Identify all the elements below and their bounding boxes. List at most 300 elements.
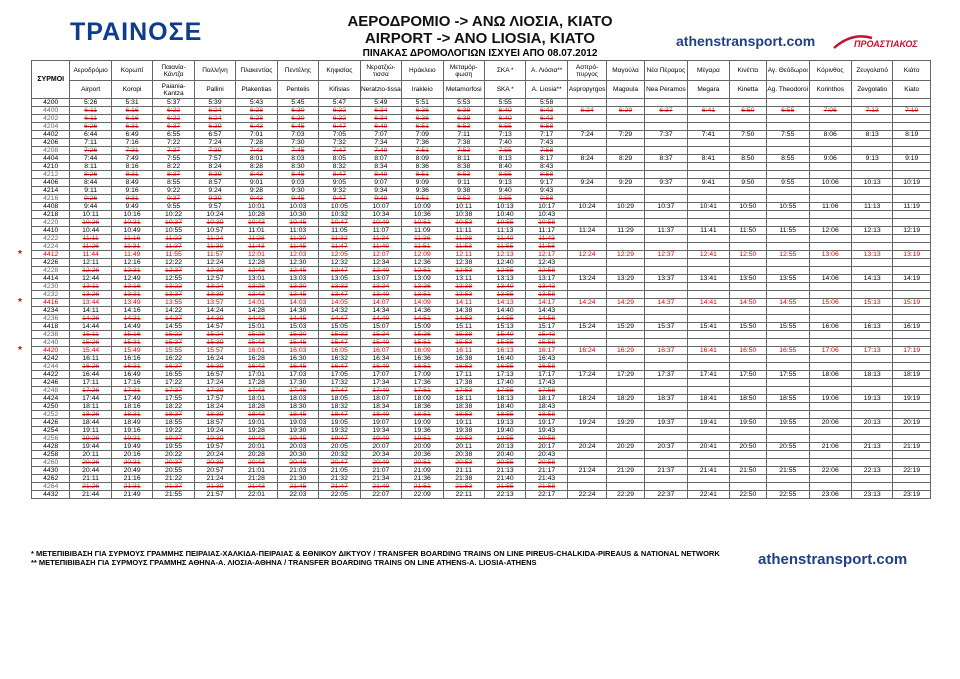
empty-cell bbox=[644, 451, 687, 459]
departure-time: 20:03 bbox=[277, 443, 318, 451]
empty-cell bbox=[567, 147, 606, 155]
departure-time: 16:37 bbox=[644, 347, 687, 355]
train-number: 4228 bbox=[32, 267, 70, 275]
departure-time: 19:11 bbox=[70, 427, 111, 435]
departure-time: 15:24 bbox=[567, 323, 606, 331]
departure-time: 17:09 bbox=[402, 371, 443, 379]
departure-time: 23:19 bbox=[893, 491, 931, 499]
empty-cell bbox=[851, 171, 892, 179]
departure-time: 8:13 bbox=[484, 155, 525, 163]
departure-time: 13:47 bbox=[319, 291, 360, 299]
departure-time: 9:16 bbox=[111, 187, 152, 195]
timetable-row bbox=[32, 307, 931, 315]
departure-time: 8:55 bbox=[767, 155, 809, 163]
empty-cell bbox=[893, 379, 931, 387]
empty-cell bbox=[809, 147, 851, 155]
departure-time: 14:13 bbox=[851, 275, 892, 283]
empty-cell bbox=[809, 187, 851, 195]
empty-cell bbox=[851, 363, 892, 371]
departure-time: 14:06 bbox=[809, 275, 851, 283]
transfer-star-marker: * bbox=[18, 344, 22, 356]
departure-time: 13:09 bbox=[402, 275, 443, 283]
departure-time: 8:45 bbox=[277, 171, 318, 179]
train-number: 4200 bbox=[32, 99, 70, 107]
departure-time: 15:22 bbox=[153, 331, 194, 339]
departure-time: 18:38 bbox=[443, 403, 484, 411]
empty-cell bbox=[729, 475, 766, 483]
departure-time: 18:49 bbox=[360, 411, 401, 419]
departure-time: 7:24 bbox=[567, 131, 606, 139]
departure-time: 10:55 bbox=[153, 227, 194, 235]
departure-time: 21:43 bbox=[236, 483, 277, 491]
departure-time: 8:24 bbox=[567, 155, 606, 163]
departure-time: 6:24 bbox=[194, 115, 235, 123]
departure-time: 19:41 bbox=[688, 419, 729, 427]
departure-time: 11:19 bbox=[893, 203, 931, 211]
departure-time: 7:39 bbox=[194, 147, 235, 155]
departure-time: 10:34 bbox=[360, 211, 401, 219]
timetable-row bbox=[32, 451, 931, 459]
departure-time: 16:05 bbox=[319, 347, 360, 355]
empty-cell bbox=[729, 267, 766, 275]
departure-time: 16:03 bbox=[277, 347, 318, 355]
empty-cell bbox=[688, 459, 729, 467]
departure-time: 14:26 bbox=[70, 315, 111, 323]
empty-cell bbox=[567, 483, 606, 491]
station-header-latin: Airport bbox=[70, 81, 111, 99]
empty-cell bbox=[688, 139, 729, 147]
departure-time: 15:44 bbox=[70, 347, 111, 355]
empty-cell bbox=[607, 235, 644, 243]
departure-time: 22:13 bbox=[851, 467, 892, 475]
departure-time: 7:30 bbox=[277, 139, 318, 147]
station-header-greek: Κόρινθος bbox=[809, 61, 851, 81]
train-number: 4264 bbox=[32, 483, 70, 491]
departure-time: 7:37 bbox=[153, 147, 194, 155]
departure-time: 9:49 bbox=[360, 195, 401, 203]
empty-cell bbox=[644, 163, 687, 171]
timetable-row bbox=[32, 139, 931, 147]
empty-cell bbox=[729, 243, 766, 251]
departure-time: 7:31 bbox=[111, 147, 152, 155]
empty-cell bbox=[607, 315, 644, 323]
departure-time: 19:07 bbox=[360, 419, 401, 427]
departure-time: 10:44 bbox=[70, 227, 111, 235]
departure-time: 19:37 bbox=[153, 435, 194, 443]
empty-cell bbox=[809, 99, 851, 107]
empty-cell bbox=[688, 163, 729, 171]
departure-time: 19:44 bbox=[70, 443, 111, 451]
departure-time: 18:09 bbox=[402, 395, 443, 403]
empty-cell bbox=[567, 243, 606, 251]
departure-time: 20:57 bbox=[194, 467, 235, 475]
departure-time: 14:44 bbox=[70, 323, 111, 331]
empty-cell bbox=[729, 283, 766, 291]
departure-time: 10:38 bbox=[443, 211, 484, 219]
departure-time: 11:01 bbox=[236, 227, 277, 235]
station-header-greek: Νέα Πέραμος bbox=[644, 61, 687, 81]
empty-cell bbox=[767, 435, 809, 443]
departure-time: 20:53 bbox=[443, 459, 484, 467]
empty-cell bbox=[729, 451, 766, 459]
departure-time: 17:06 bbox=[809, 347, 851, 355]
departure-time: 13:37 bbox=[644, 275, 687, 283]
timetable-row bbox=[32, 419, 931, 427]
departure-time: 21:26 bbox=[70, 483, 111, 491]
departure-time: 10:05 bbox=[319, 203, 360, 211]
departure-time: 15:34 bbox=[360, 331, 401, 339]
empty-cell bbox=[851, 307, 892, 315]
empty-cell bbox=[567, 187, 606, 195]
empty-cell bbox=[644, 195, 687, 203]
departure-time: 11:31 bbox=[111, 243, 152, 251]
empty-cell bbox=[767, 187, 809, 195]
departure-time: 13:30 bbox=[277, 283, 318, 291]
empty-cell bbox=[567, 163, 606, 171]
empty-cell bbox=[688, 475, 729, 483]
empty-cell bbox=[644, 235, 687, 243]
timetable-row bbox=[32, 267, 931, 275]
empty-cell bbox=[893, 451, 931, 459]
empty-cell bbox=[851, 99, 892, 107]
empty-cell bbox=[567, 307, 606, 315]
departure-time: 14:19 bbox=[893, 275, 931, 283]
departure-time: 17:03 bbox=[277, 371, 318, 379]
departure-time: 17:22 bbox=[153, 379, 194, 387]
empty-cell bbox=[607, 451, 644, 459]
departure-time: 6:49 bbox=[111, 131, 152, 139]
departure-time: 6:28 bbox=[236, 107, 277, 115]
departure-time: 11:13 bbox=[484, 227, 525, 235]
train-number: 4226 bbox=[32, 259, 70, 267]
departure-time: 13:07 bbox=[360, 275, 401, 283]
departure-time: 20:49 bbox=[111, 467, 152, 475]
timetable-row bbox=[32, 411, 931, 419]
departure-time: 19:36 bbox=[402, 427, 443, 435]
empty-cell bbox=[607, 267, 644, 275]
empty-cell bbox=[567, 219, 606, 227]
departure-time: 19:43 bbox=[236, 435, 277, 443]
timetable-row bbox=[32, 427, 931, 435]
empty-cell bbox=[729, 307, 766, 315]
empty-cell bbox=[607, 363, 644, 371]
departure-time: 8:32 bbox=[319, 163, 360, 171]
departure-time: 16:55 bbox=[484, 363, 525, 371]
departure-time: 17:13 bbox=[484, 371, 525, 379]
departure-time: 7:34 bbox=[360, 139, 401, 147]
station-header-greek: Ηράκλειο bbox=[402, 61, 443, 81]
departure-time: 10:29 bbox=[607, 203, 644, 211]
departure-time: 14:24 bbox=[194, 307, 235, 315]
departure-time: 21:55 bbox=[153, 491, 194, 499]
station-header-latin: Pallini bbox=[194, 81, 235, 99]
departure-time: 12:41 bbox=[688, 251, 729, 259]
departure-time: 7:55 bbox=[153, 155, 194, 163]
site-link-top[interactable]: athenstransport.com bbox=[676, 33, 816, 49]
empty-cell bbox=[567, 283, 606, 291]
empty-cell bbox=[767, 307, 809, 315]
departure-time: 15:29 bbox=[607, 323, 644, 331]
departure-time: 6:22 bbox=[153, 107, 194, 115]
departure-time: 17:11 bbox=[443, 371, 484, 379]
departure-time: 18:51 bbox=[402, 411, 443, 419]
departure-time: 7:40 bbox=[484, 139, 525, 147]
departure-time: 18:13 bbox=[484, 395, 525, 403]
departure-time: 7:11 bbox=[70, 139, 111, 147]
departure-time: 14:55 bbox=[484, 315, 525, 323]
departure-time: 20:43 bbox=[236, 459, 277, 467]
departure-time: 10:41 bbox=[688, 203, 729, 211]
departure-time: 22:41 bbox=[688, 491, 729, 499]
empty-cell bbox=[809, 139, 851, 147]
site-link-bottom[interactable]: athenstransport.com bbox=[758, 551, 908, 568]
departure-time: 15:38 bbox=[443, 331, 484, 339]
station-header-greek: Νερατζιώ-τισσα bbox=[360, 61, 401, 81]
empty-cell bbox=[809, 427, 851, 435]
departure-time: 14:11 bbox=[70, 307, 111, 315]
departure-time: 21:30 bbox=[277, 475, 318, 483]
departure-time: 8:49 bbox=[360, 171, 401, 179]
departure-time: 21:32 bbox=[319, 475, 360, 483]
empty-cell bbox=[607, 259, 644, 267]
departure-time: 11:49 bbox=[360, 243, 401, 251]
departure-time: 18:17 bbox=[526, 395, 567, 403]
departure-time: 22:24 bbox=[567, 491, 606, 499]
empty-cell bbox=[851, 147, 892, 155]
timetable-row bbox=[32, 371, 931, 379]
empty-cell bbox=[767, 195, 809, 203]
timetable-row bbox=[32, 323, 931, 331]
departure-time: 14:41 bbox=[688, 299, 729, 307]
departure-time: 15:05 bbox=[319, 323, 360, 331]
departure-time: 10:22 bbox=[153, 211, 194, 219]
departure-time: 18:50 bbox=[729, 395, 766, 403]
train-number: 4202 bbox=[32, 115, 70, 123]
departure-time: 6:55 bbox=[484, 123, 525, 131]
departure-time: 8:11 bbox=[70, 163, 111, 171]
departure-time: 21:16 bbox=[111, 475, 152, 483]
empty-cell bbox=[644, 435, 687, 443]
departure-time: 13:43 bbox=[526, 283, 567, 291]
departure-time: 13:34 bbox=[360, 283, 401, 291]
empty-cell bbox=[644, 459, 687, 467]
timetable bbox=[31, 60, 931, 499]
empty-cell bbox=[607, 379, 644, 387]
empty-cell bbox=[644, 379, 687, 387]
departure-time: 11:40 bbox=[484, 235, 525, 243]
empty-cell bbox=[688, 427, 729, 435]
departure-time: 13:44 bbox=[70, 299, 111, 307]
departure-time: 5:43 bbox=[236, 99, 277, 107]
departure-time: 21:24 bbox=[567, 467, 606, 475]
departure-time: 8:06 bbox=[809, 131, 851, 139]
departure-time: 21:31 bbox=[111, 483, 152, 491]
train-number: 4242 bbox=[32, 355, 70, 363]
departure-time: 12:07 bbox=[360, 251, 401, 259]
departure-time: 14:37 bbox=[644, 299, 687, 307]
departure-time: 12:44 bbox=[70, 275, 111, 283]
empty-cell bbox=[729, 171, 766, 179]
empty-cell bbox=[851, 267, 892, 275]
empty-cell bbox=[809, 267, 851, 275]
station-header-latin: SKA * bbox=[484, 81, 525, 99]
train-number: 4246 bbox=[32, 379, 70, 387]
empty-cell bbox=[851, 259, 892, 267]
empty-cell bbox=[893, 427, 931, 435]
empty-cell bbox=[729, 363, 766, 371]
departure-time: 18:36 bbox=[402, 403, 443, 411]
departure-time: 14:49 bbox=[111, 323, 152, 331]
departure-time: 11:30 bbox=[277, 235, 318, 243]
timetable-row bbox=[32, 387, 931, 395]
departure-time: 10:40 bbox=[484, 211, 525, 219]
departure-time: 10:06 bbox=[809, 179, 851, 187]
departure-time: 17:43 bbox=[236, 387, 277, 395]
departure-time: 14:11 bbox=[443, 299, 484, 307]
empty-cell bbox=[767, 291, 809, 299]
departure-time: 19:51 bbox=[402, 435, 443, 443]
empty-cell bbox=[893, 139, 931, 147]
departure-time: 15:55 bbox=[767, 323, 809, 331]
timetable-row bbox=[32, 155, 931, 163]
timetable-row bbox=[32, 435, 931, 443]
empty-cell bbox=[767, 451, 809, 459]
empty-cell bbox=[767, 163, 809, 171]
station-header-latin: Ag. Theodoroi bbox=[767, 81, 809, 99]
departure-time: 13:24 bbox=[194, 283, 235, 291]
empty-cell bbox=[567, 267, 606, 275]
departure-time: 10:24 bbox=[567, 203, 606, 211]
departure-time: 12:22 bbox=[153, 259, 194, 267]
timetable-row bbox=[32, 259, 931, 267]
departure-time: 7:05 bbox=[319, 131, 360, 139]
empty-cell bbox=[893, 483, 931, 491]
departure-time: 10:50 bbox=[729, 203, 766, 211]
train-number: 4252 bbox=[32, 411, 70, 419]
departure-time: 20:38 bbox=[443, 451, 484, 459]
transfer-star-marker: * bbox=[18, 248, 22, 260]
empty-cell bbox=[729, 387, 766, 395]
departure-time: 8:37 bbox=[153, 171, 194, 179]
timetable-row bbox=[32, 203, 931, 211]
departure-time: 14:47 bbox=[319, 315, 360, 323]
departure-time: 12:34 bbox=[360, 259, 401, 267]
departure-time: 6:26 bbox=[70, 123, 111, 131]
departure-time: 21:53 bbox=[443, 483, 484, 491]
departure-time: 10:57 bbox=[194, 227, 235, 235]
timetable-row bbox=[32, 227, 931, 235]
departure-time: 20:24 bbox=[567, 443, 606, 451]
departure-time: 20:34 bbox=[360, 451, 401, 459]
departure-time: 16:06 bbox=[809, 323, 851, 331]
timetable-row bbox=[32, 403, 931, 411]
empty-cell bbox=[767, 259, 809, 267]
departure-time: 15:49 bbox=[111, 347, 152, 355]
empty-cell bbox=[567, 211, 606, 219]
departure-time: 18:06 bbox=[809, 371, 851, 379]
empty-cell bbox=[688, 379, 729, 387]
departure-time: 11:58 bbox=[526, 243, 567, 251]
empty-cell bbox=[567, 315, 606, 323]
departure-time: 9:43 bbox=[236, 195, 277, 203]
empty-cell bbox=[729, 339, 766, 347]
departure-time: 19:16 bbox=[111, 427, 152, 435]
departure-time: 9:57 bbox=[194, 203, 235, 211]
departure-time: 16:01 bbox=[236, 347, 277, 355]
departure-time: 11:44 bbox=[70, 251, 111, 259]
empty-cell bbox=[729, 355, 766, 363]
departure-time: 6:37 bbox=[644, 107, 687, 115]
empty-cell bbox=[767, 387, 809, 395]
departure-time: 13:49 bbox=[360, 291, 401, 299]
departure-time: 8:26 bbox=[70, 171, 111, 179]
departure-time: 7:03 bbox=[277, 131, 318, 139]
empty-cell bbox=[644, 171, 687, 179]
departure-time: 17:44 bbox=[70, 395, 111, 403]
departure-time: 13:55 bbox=[153, 299, 194, 307]
departure-time: 7:47 bbox=[319, 147, 360, 155]
departure-time: 8:16 bbox=[111, 163, 152, 171]
departure-time: 11:36 bbox=[402, 235, 443, 243]
departure-time: 19:49 bbox=[360, 435, 401, 443]
empty-cell bbox=[607, 219, 644, 227]
departure-time: 7:49 bbox=[360, 147, 401, 155]
departure-time: 13:55 bbox=[484, 291, 525, 299]
departure-time: 9:30 bbox=[277, 187, 318, 195]
empty-cell bbox=[567, 259, 606, 267]
train-number: 4216 bbox=[32, 195, 70, 203]
empty-cell bbox=[767, 243, 809, 251]
departure-time: 9:11 bbox=[70, 187, 111, 195]
empty-cell bbox=[729, 139, 766, 147]
departure-time: 12:06 bbox=[809, 227, 851, 235]
station-header-greek: Πεντέλης bbox=[277, 61, 318, 81]
departure-time: 12:11 bbox=[443, 251, 484, 259]
departure-time: 17:34 bbox=[360, 379, 401, 387]
empty-cell bbox=[688, 235, 729, 243]
departure-time: 9:37 bbox=[644, 179, 687, 187]
departure-time: 13:01 bbox=[236, 275, 277, 283]
station-header-greek: ΣΚΑ * bbox=[484, 61, 525, 81]
departure-time: 15:06 bbox=[809, 299, 851, 307]
empty-cell bbox=[688, 403, 729, 411]
empty-cell bbox=[851, 235, 892, 243]
timetable-row bbox=[32, 339, 931, 347]
departure-time: 9:17 bbox=[526, 179, 567, 187]
departure-time: 19:26 bbox=[70, 435, 111, 443]
empty-cell bbox=[688, 291, 729, 299]
departure-time: 22:55 bbox=[767, 491, 809, 499]
empty-cell bbox=[644, 339, 687, 347]
timetable-row bbox=[32, 291, 931, 299]
empty-cell bbox=[644, 243, 687, 251]
empty-cell bbox=[644, 427, 687, 435]
train-number: 4424 bbox=[32, 395, 70, 403]
departure-time: 16:58 bbox=[526, 363, 567, 371]
empty-cell bbox=[767, 411, 809, 419]
departure-time: 12:09 bbox=[402, 251, 443, 259]
departure-time: 5:31 bbox=[111, 99, 152, 107]
departure-time: 9:38 bbox=[443, 187, 484, 195]
empty-cell bbox=[767, 483, 809, 491]
departure-time: 12:32 bbox=[319, 259, 360, 267]
empty-cell bbox=[809, 315, 851, 323]
departure-time: 7:07 bbox=[360, 131, 401, 139]
empty-cell bbox=[607, 475, 644, 483]
departure-time: 16:49 bbox=[360, 363, 401, 371]
departure-time: 16:07 bbox=[360, 347, 401, 355]
departure-time: 5:39 bbox=[194, 99, 235, 107]
